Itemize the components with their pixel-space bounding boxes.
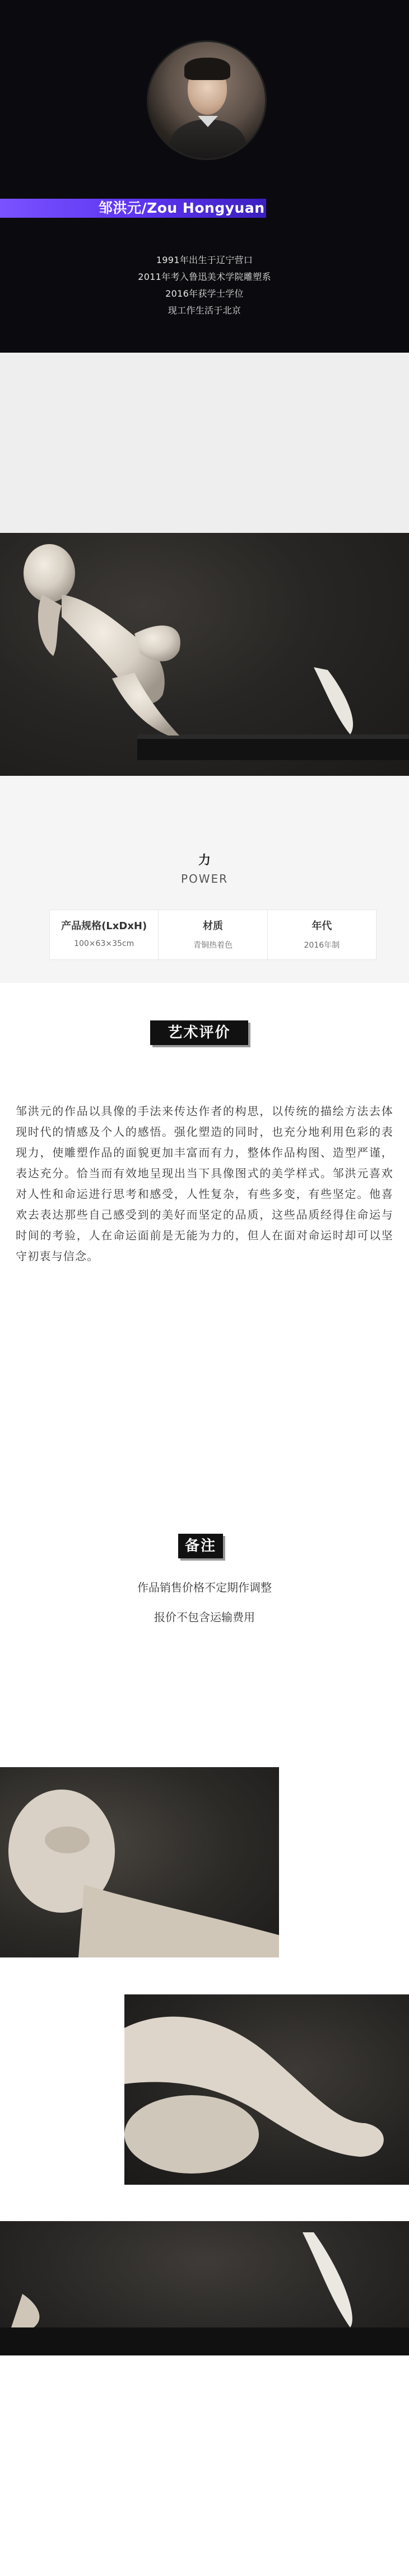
detail-figure-head: [0, 1767, 279, 1957]
remark-line: 报价不包含运输费用: [154, 1610, 255, 1624]
detail-figure-leg: [124, 1994, 409, 2185]
artwork-title: 力: [198, 854, 211, 868]
review-body: 邹洪元的作品以具像的手法来传达作者的构思，以传统的描绘方法去体现时代的情感及个人的感悟。强化塑造的同时，也充分地利用色彩的表现力，使雕塑作品的面貌更加丰富而有力，整体作品构图、造型严谨，表达充分。恰当而有效地呈现出当下具像图式的美学样式。邹洪元喜欢对人性和命运进行思考和感受，人性复杂，有些多变，有些坚定。他喜欢去表达那些自己感受到的美好而坚定的品质，这些品质经得住命运与时间的考验，人在命运面前是无能为力的，但人在面对命运时却可以坚守初衷与信念。: [16, 1104, 393, 1263]
spec-col-material: [159, 910, 267, 959]
spec-value: 2016年制: [304, 941, 340, 950]
detail-figure-feather: [0, 2221, 409, 2355]
sculpture-image-main: [0, 533, 409, 776]
spec-header: 材质: [202, 920, 223, 932]
spec-value: 100×63×35cm: [74, 939, 134, 948]
spacer: [0, 353, 409, 533]
detail-image-head: [0, 1767, 279, 1957]
remark-line: 作品销售价格不定期作调整: [137, 1581, 272, 1594]
bio-line: 1991年出生于辽宁营口: [156, 255, 253, 265]
avatar-hair: [184, 58, 230, 80]
remarks-heading: 备注: [178, 1534, 223, 1558]
detail-image-feather: [0, 2221, 409, 2355]
artist-name: 邹洪元/Zou Hongyuan: [99, 200, 265, 216]
detail-image-leg: [124, 1994, 409, 2185]
bio-line: 现工作生活于北京: [168, 305, 241, 316]
spec-col-year: [268, 910, 376, 959]
sculpture-figure: [0, 533, 409, 776]
review-heading: 艺术评价: [150, 1020, 248, 1045]
artwork-subtitle: POWER: [180, 872, 229, 886]
spec-header: 年代: [312, 920, 332, 932]
spec-value: 青铜热着色: [193, 941, 233, 950]
bio-line: 2011年考入鲁迅美术学院雕塑系: [138, 271, 271, 282]
artist-avatar: [147, 40, 267, 160]
specs-table: [49, 910, 377, 960]
spec-header: 产品规格(LxDxH): [61, 920, 147, 932]
bio-line: 2016年获学士学位: [165, 288, 244, 299]
artist-header: [0, 0, 409, 353]
spec-col-size: [50, 910, 159, 959]
